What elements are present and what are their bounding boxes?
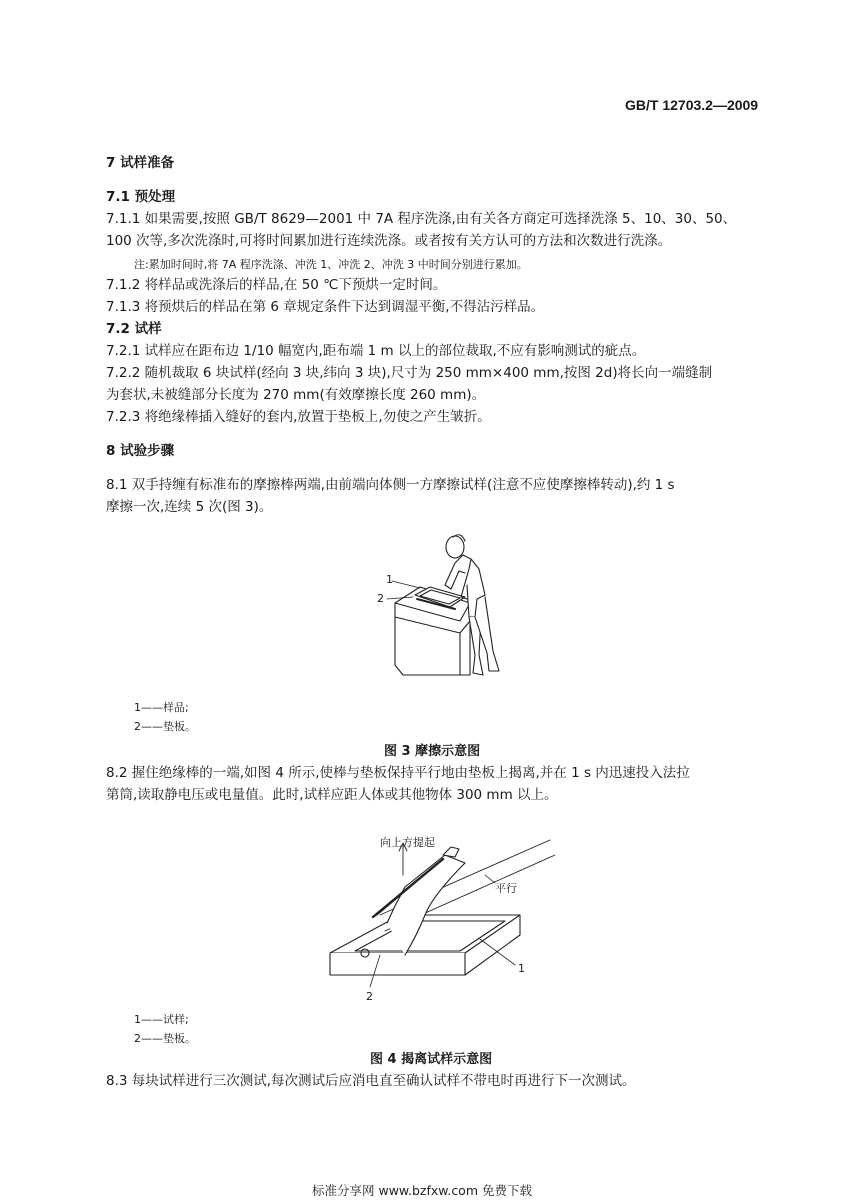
figure-3-legend-2: 2——垫板。 xyxy=(134,720,196,733)
figure-4-legend-2: 2——垫板。 xyxy=(134,1032,196,1045)
figure-3-legend-1: 1——样品; xyxy=(134,701,189,714)
paragraph-7-1-3: 7.1.3 将预烘后的样品在第 6 章规定条件下达到调湿平衡,不得沾污样品。 xyxy=(106,299,545,315)
standard-id: GB/T 12703.2—2009 xyxy=(625,97,759,113)
figure-4-label-2: 2 xyxy=(366,990,373,1003)
figure-4-annotation-up: 向上方提起 xyxy=(380,836,435,849)
section-8-heading: 8 试验步骤 xyxy=(106,443,175,459)
paragraph-7-1-1-line2: 100 次等,多次洗涤时,可将时间累加进行连续洗涤。或者按有关方认可的方法和次数进行洗涤。 xyxy=(106,233,672,249)
paragraph-8-1-line1: 8.1 双手持缠有标准布的摩擦棒两端,由前端向体侧一方摩擦试样(注意不应使摩擦棒转动),约 1 s xyxy=(106,477,675,493)
paragraph-8-2-line1: 8.2 握住绝缘棒的一端,如图 4 所示,使棒与垫板保持平行地由垫板上揭离,并在 1 s 内迅速投入法拉 xyxy=(106,765,690,781)
figure-4-legend-1: 1——试样; xyxy=(134,1013,189,1026)
note-7-1-1: 注:累加时间时,将 7A 程序洗涤、冲洗 1、冲洗 2、冲洗 3 中时间分别进行累加。 xyxy=(134,258,528,271)
figure-4-annotation-parallel: 平行 xyxy=(495,882,517,895)
paragraph-7-2-1: 7.2.1 试样应在距布边 1/10 幅宽内,距布端 1 m 以上的部位裁取,不应有影响测试的疵点。 xyxy=(106,343,646,359)
section-7-2-heading: 7.2 试样 xyxy=(106,321,162,337)
paragraph-7-2-3: 7.2.3 将绝缘棒插入缝好的套内,放置于垫板上,勿使之产生皱折。 xyxy=(106,409,491,425)
paragraph-7-1-1-line1: 7.1.1 如果需要,按照 GB/T 8629—2001 中 7A 程序洗涤,由有关各方商定可选择洗涤 5、10、30、50、 xyxy=(106,211,737,227)
figure-4-illustration xyxy=(325,835,555,1010)
paragraph-7-2-2-line1: 7.2.2 随机裁取 6 块试样(经向 3 块,纬向 3 块),尺寸为 250 mm×400 mm,按图 2d)将长向一端缝制 xyxy=(106,365,713,381)
figure-3-illustration xyxy=(365,525,515,685)
paragraph-7-1-2: 7.1.2 将样品或洗涤后的样品,在 50 ℃下预烘一定时间。 xyxy=(106,277,447,293)
section-7-1-heading: 7.1 预处理 xyxy=(106,189,176,205)
paragraph-8-1-line2: 摩擦一次,连续 5 次(图 3)。 xyxy=(106,499,273,515)
figure-3-label-2: 2 xyxy=(377,592,384,605)
paragraph-7-2-2-line2: 为套状,未被缝部分长度为 270 mm(有效摩擦长度 260 mm)。 xyxy=(106,387,486,403)
figure-4-label-1: 1 xyxy=(518,962,525,975)
section-7-heading: 7 试样准备 xyxy=(106,155,175,171)
figure-3-caption: 图 3 摩擦示意图 xyxy=(384,744,481,759)
footer-watermark: 标准分享网 www.bzfxw.com 免费下载 xyxy=(312,1183,532,1198)
paragraph-8-2-line2: 第筒,读取静电压或电量值。此时,试样应距人体或其他物体 300 mm 以上。 xyxy=(106,787,558,803)
figure-4-caption: 图 4 揭离试样示意图 xyxy=(370,1052,493,1067)
figure-3-label-1: 1 xyxy=(386,573,393,586)
paragraph-8-3: 8.3 每块试样进行三次测试,每次测试后应消电直至确认试样不带电时再进行下一次测试。 xyxy=(106,1073,636,1089)
